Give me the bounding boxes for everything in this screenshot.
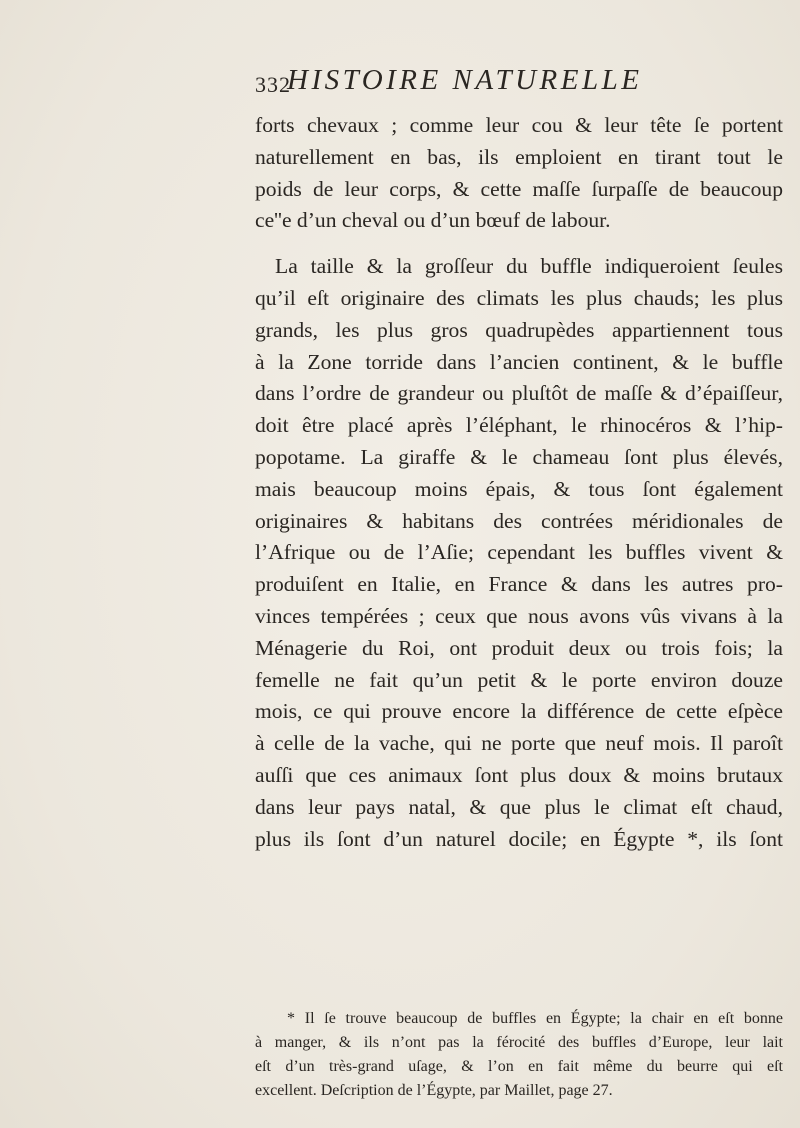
text-line: originaires & habitans des contrées méridionales de xyxy=(255,508,783,533)
text-line: dans leur pays natal, & que plus le climat eſt chaud, xyxy=(255,794,783,819)
footnote-line: excellent. Deſcription de l’Égypte, par Maillet, page 27. xyxy=(255,1082,613,1099)
paragraph-1 xyxy=(255,110,783,237)
text-line: vinces tempérées ; ceux que nous avons vûs vivans à la xyxy=(255,603,783,628)
footnote-line: eſt d’un très-grand uſage, & l’on en fait même du beurre qui eſt xyxy=(255,1058,783,1075)
text-line: plus ils ſont d’un naturel docile; en Égypte *, ils ſont xyxy=(255,826,783,851)
page-header xyxy=(255,64,775,104)
text-line: dans l’ordre de grandeur ou pluſtôt de maſſe & d’épaiſſeur, xyxy=(255,381,783,406)
text-line: grands, les plus gros quadrupèdes appartiennent tous xyxy=(255,317,783,342)
text-line: forts chevaux ; comme leur cou & leur tête ſe portent xyxy=(255,113,783,137)
text-line: auſſi que ces animaux ſont plus doux & moins brutaux xyxy=(255,762,783,787)
text-line: ce''e d’un cheval ou d’un bœuf de labour. xyxy=(255,208,611,233)
text-line: à la Zone torride dans l’ancien continent, & le buffle xyxy=(255,349,783,374)
text-line: popotame. La giraffe & le chameau ſont plus élevés, xyxy=(255,444,783,469)
text-line: La taille & la groſſeur du buffle indiqueroient ſeules xyxy=(275,254,783,279)
footnote xyxy=(255,1007,783,1103)
footnote-line: * Il ſe trouve beaucoup de buffles en Égypte; la chair en eſt bonne xyxy=(287,1010,783,1027)
text-line: femelle ne fait qu’un petit & le porte environ douze xyxy=(255,667,783,692)
paragraph-2 xyxy=(255,251,783,855)
text-line: mais beaucoup moins épais, & tous ſont également xyxy=(255,476,783,501)
text-line: l’Afrique ou de l’Aſie; cependant les buffles vivent & xyxy=(255,540,783,565)
footnote-line: à manger, & ils n’ont pas la férocité des buffles d’Europe, leur lait xyxy=(255,1034,783,1051)
page-number: 332 xyxy=(255,72,291,97)
text-line: Ménagerie du Roi, ont produit deux ou trois fois; la xyxy=(255,635,783,660)
running-title: HISTOIRE NATURELLE xyxy=(287,64,643,96)
body-text xyxy=(255,110,783,855)
text-line: qu’il eſt originaire des climats les plus chauds; les plus xyxy=(255,285,783,310)
text-line: à celle de la vache, qui ne porte que neuf mois. Il paroît xyxy=(255,731,783,756)
paragraph-gap xyxy=(255,237,783,251)
text-line: doit être placé après l’éléphant, le rhinocéros & l’hip- xyxy=(255,413,783,438)
text-line: mois, ce qui prouve encore la différence de cette eſpèce xyxy=(255,699,783,724)
text-line: naturellement en bas, ils emploient en tirant tout le xyxy=(255,144,783,169)
text-line: poids de leur corps, & cette maſſe ſurpaſſe de beaucoup xyxy=(255,176,783,201)
text-line: produiſent en Italie, en France & dans les autres pro- xyxy=(255,572,783,597)
